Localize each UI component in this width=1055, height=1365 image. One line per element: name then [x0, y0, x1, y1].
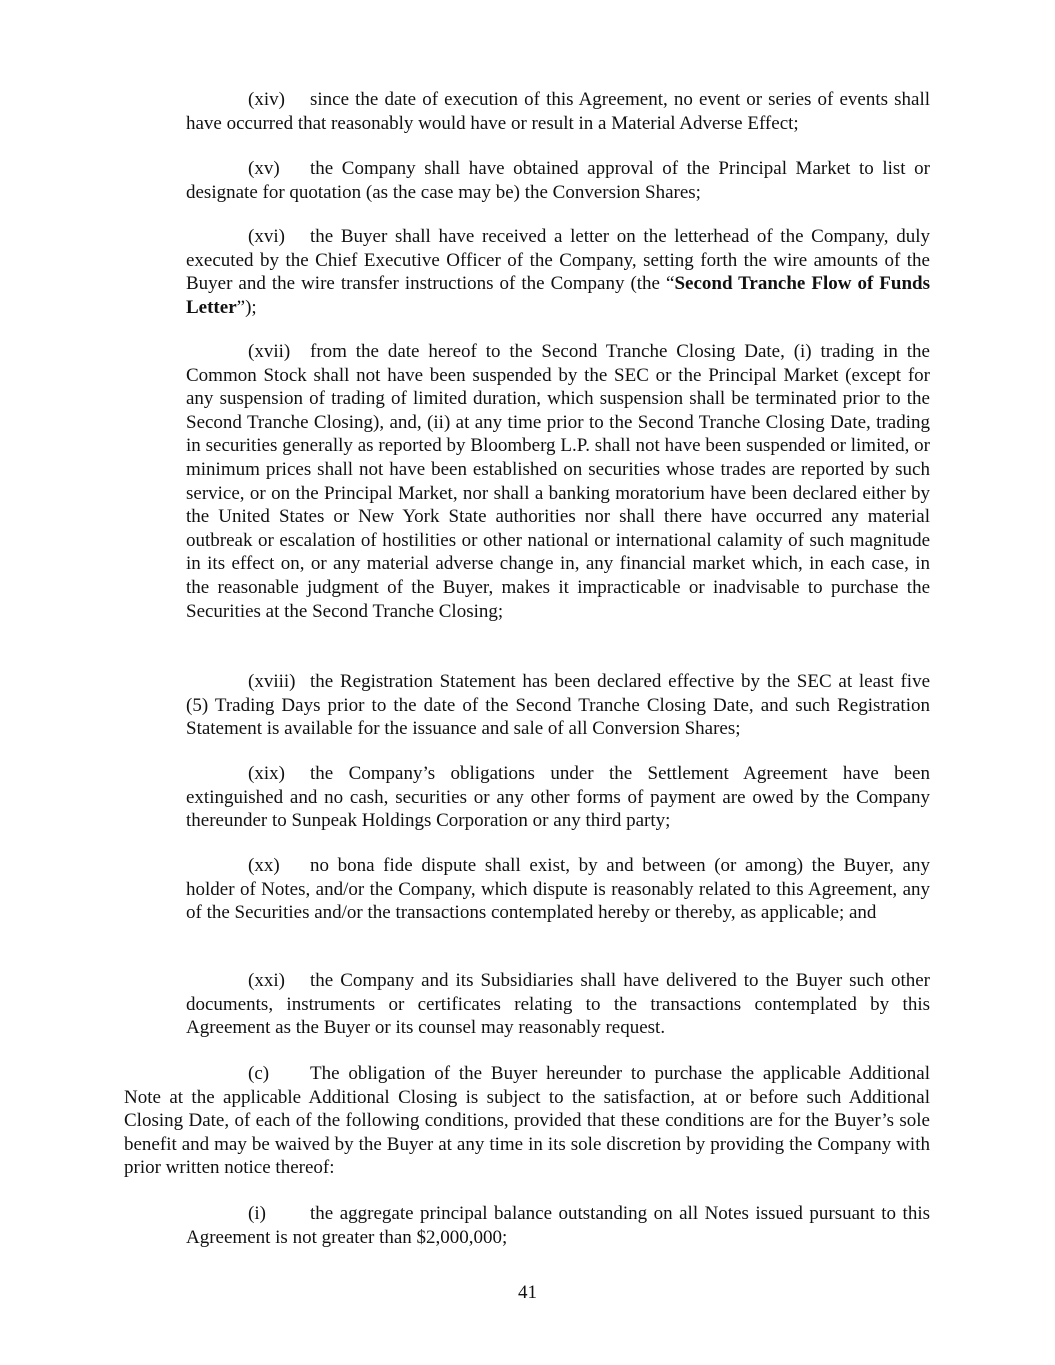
- clause-number: (xvii): [248, 341, 291, 362]
- clause-text: from the date hereof to the Second Tranche Closing Date, (i) trading in the Common Stock shall not have been suspended by the SEC or the Principal Market (except for any suspension of trading of limited duration, which suspension shall be terminated prior to the Second Tranche Closing), and, (ii) at any time prior to the Second Tranche Closing Date, trading in securities generally as reported by Bloomberg L.P. shall not have been suspended or limited, or minimum prices shall not have been established on securities whose trades are reported by such service, or on the Principal Market, nor shall a banking moratorium have been declared either by the United States or New York State authorities nor shall there have occurred any material outbreak or escalation of hostilities or other national or international calamity of such magnitude in its effect on, or any material adverse change in, any financial market which, in each case, in the reasonable judgment of the Buyer, makes it impracticable or inadvisable to purchase the Securities at the Second Tranche Closing;: [186, 341, 930, 622]
- clause-xv: [186, 157, 930, 204]
- clause-number: (xiv): [248, 89, 285, 110]
- clause-text: the Buyer shall have received a letter on the letterhead of the Company, duly executed by the Chief Executive Officer of the Company, setting forth the wire amounts of the Buyer and the wire transfer instructions of the Company (the “: [186, 226, 930, 295]
- page-number: 41: [518, 1282, 537, 1303]
- clause-xix: [186, 762, 930, 833]
- clause-text: the Company and its Subsidiaries shall have delivered to the Buyer such other documents, instruments or certificates relating to the transactions contemplated by this Agreement as the Buyer or its counsel may reasonably request.: [186, 970, 930, 1039]
- clause-text: The obligation of the Buyer hereunder to purchase the applicable Additional Note at the applicable Additional Closing is subject to the satisfaction, at or before such Additional Closing Date, of each of the following conditions, provided that these conditions are for the Buyer’s sole benefit and may be waived by the Buyer at any time in its sole discretion by providing the Company with prior written notice thereof:: [124, 1063, 930, 1179]
- clause-xviii: [186, 670, 930, 741]
- clause-xiv: [186, 88, 930, 135]
- clause-text: the Registration Statement has been declared effective by the SEC at least five (5) Trading Days prior to the date of the Second Tranche Closing Date, and such Registration Statement is available for the issuance and sale of all Conversion Shares;: [186, 671, 930, 740]
- defined-term: Second Tranche Flow of Funds Letter: [186, 273, 930, 318]
- clause-text: the Company’s obligations under the Settlement Agreement have been extinguished and no cash, securities or any other forms of payment are owed by the Company thereunder to Sunpeak Holdings Corporation or any third party;: [186, 763, 930, 832]
- clause-number: (xv): [248, 158, 280, 179]
- clause-xx: [186, 854, 930, 925]
- section-c: [124, 1062, 930, 1180]
- clause-xxi: [186, 969, 930, 1040]
- clause-i: [186, 1202, 930, 1249]
- clause-text-end: ”);: [236, 296, 257, 318]
- clause-number: (xviii): [248, 671, 296, 692]
- clause-text: the aggregate principal balance outstanding on all Notes issued pursuant to this Agreement is not greater than $2,000,000;: [186, 1203, 930, 1248]
- clause-text: no bona fide dispute shall exist, by and between (or among) the Buyer, any holder of Notes, and/or the Company, which dispute is reasonably related to this Agreement, any of the Securities and/or the transactions contemplated hereby or thereby, as applicable; and: [186, 855, 930, 924]
- clause-text: the Company shall have obtained approval of the Principal Market to list or designate for quotation (as the case may be) the Conversion Shares;: [186, 158, 930, 203]
- clause-text: since the date of execution of this Agreement, no event or series of events shall have occurred that reasonably would have or result in a Material Adverse Effect;: [186, 89, 930, 134]
- clause-number: (xx): [248, 855, 280, 876]
- clause-number: (xvi): [248, 226, 285, 247]
- clause-number: (c): [248, 1063, 270, 1084]
- clause-xvii: [186, 340, 930, 623]
- clause-number: (i): [248, 1203, 266, 1224]
- clause-number: (xix): [248, 763, 285, 784]
- clause-xvi: [186, 225, 930, 319]
- clause-number: (xxi): [248, 970, 285, 991]
